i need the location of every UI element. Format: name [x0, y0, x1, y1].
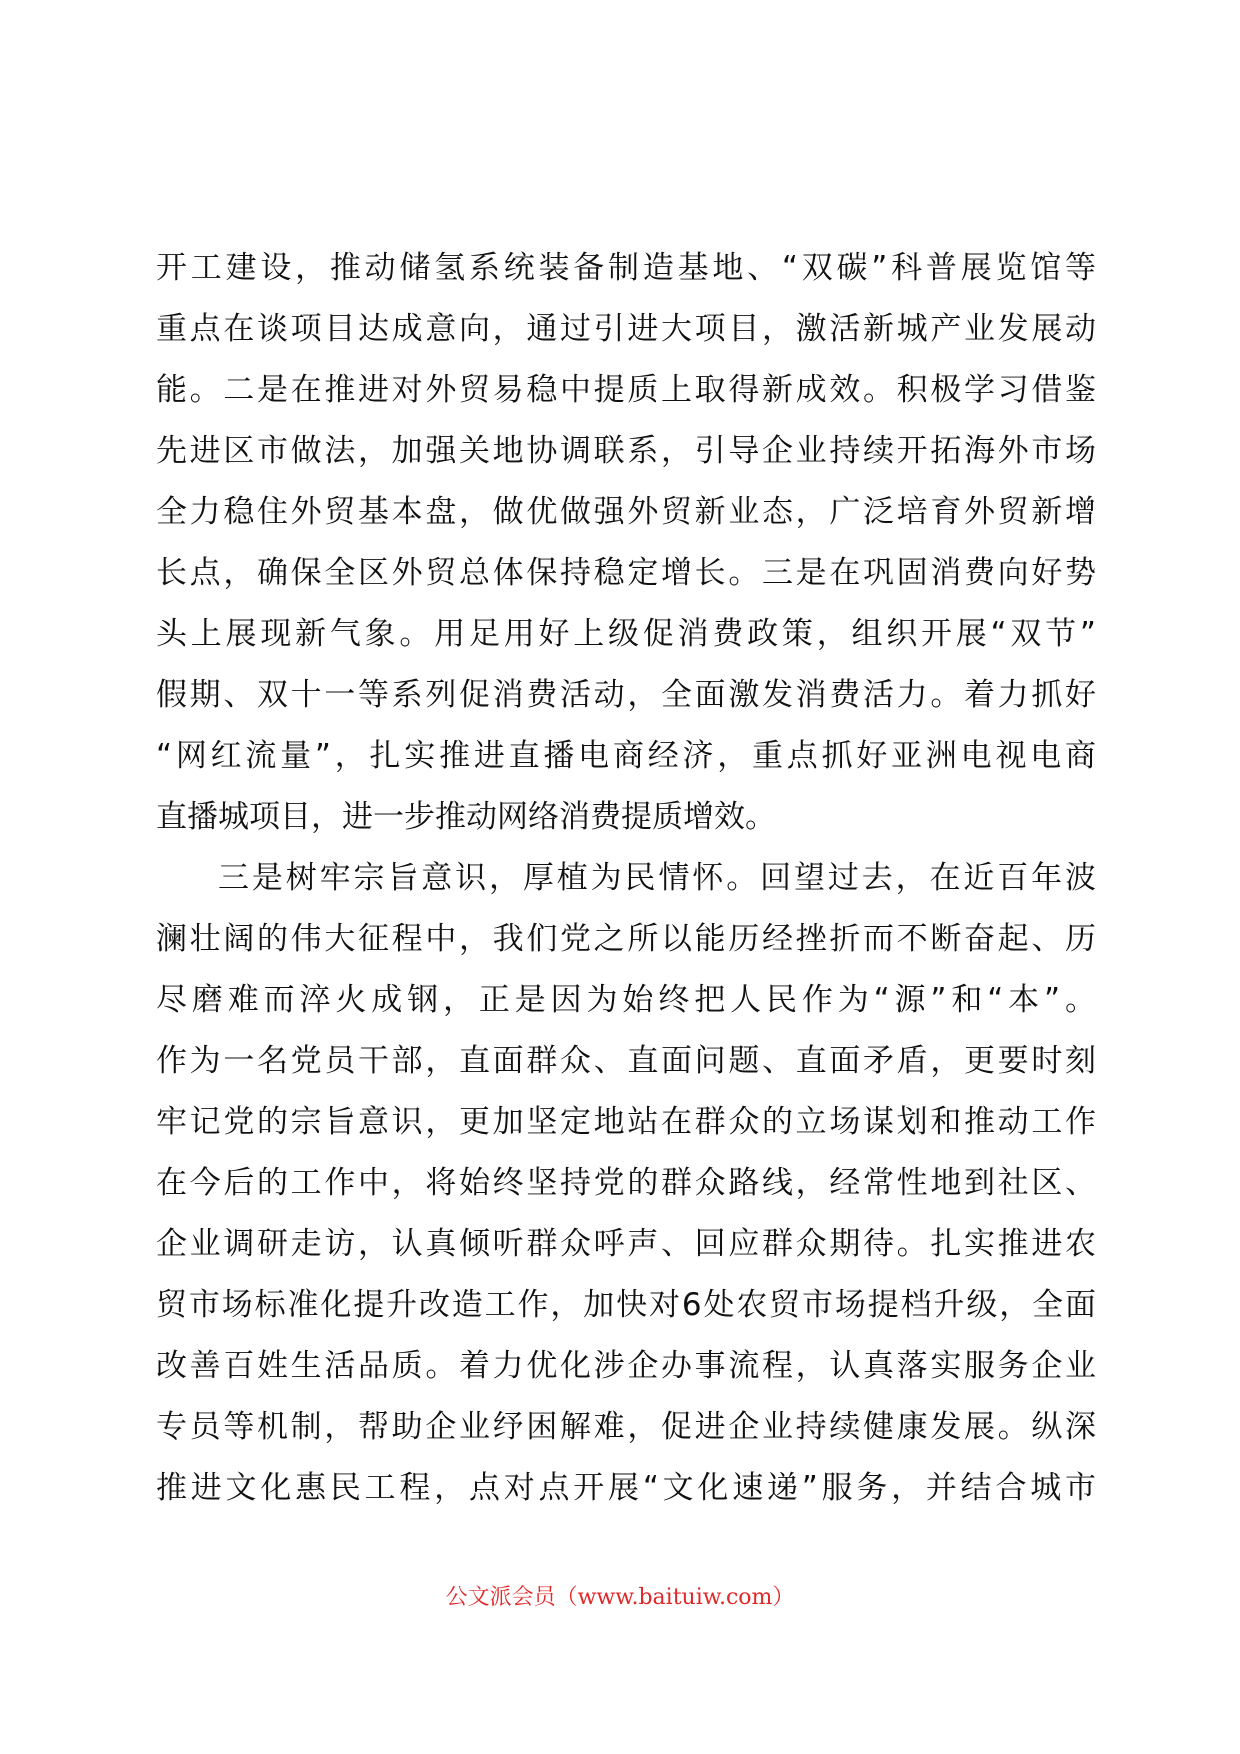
body-text — [156, 238, 1096, 1519]
text-line: 企业调研走访，认真倾听群众呼声、回应群众期待。扎实推进农 — [156, 1226, 1096, 1262]
text-line: 专员等机制，帮助企业纾困解难，促进企业持续健康发展。纵深 — [156, 1409, 1096, 1445]
text-line: 作为一名党员干部，直面群众、直面问题、直面矛盾，更要时刻 — [156, 1043, 1096, 1079]
text-line: 能。二是在推进对外贸易稳中提质上取得新成效。积极学习借鉴 — [156, 372, 1096, 408]
footer-watermark: 公文派会员（www.baituiw.com） — [445, 1585, 795, 1610]
text-line: 澜壮阔的伟大征程中，我们党之所以能历经挫折而不断奋起、历 — [156, 921, 1096, 957]
text-line: 三是树牢宗旨意识，厚植为民情怀。回望过去，在近百年波 — [218, 860, 1096, 896]
text-line: 全力稳住外贸基本盘，做优做强外贸新业态，广泛培育外贸新增 — [156, 494, 1096, 530]
text-line: 重点在谈项目达成意向，通过引进大项目，激活新城产业发展动 — [156, 311, 1096, 347]
text-line: 推进文化惠民工程，点对点开展“文化速递”服务，并结合城市 — [156, 1470, 1096, 1506]
text-line: 尽磨难而淬火成钢，正是因为始终把人民作为“源”和“本”。 — [156, 982, 1096, 1018]
text-line: 假期、双十一等系列促消费活动，全面激发消费活力。着力抓好 — [156, 677, 1096, 713]
text-line: 长点，确保全区外贸总体保持稳定增长。三是在巩固消费向好势 — [156, 555, 1096, 591]
text-line: 贸市场标准化提升改造工作，加快对6处农贸市场提档升级，全面 — [156, 1287, 1096, 1323]
text-line: 牢记党的宗旨意识，更加坚定地站在群众的立场谋划和推动工作 — [156, 1104, 1096, 1140]
text-line: 在今后的工作中，将始终坚持党的群众路线，经常性地到社区、 — [156, 1165, 1096, 1201]
text-line: 先进区市做法，加强关地协调联系，引导企业持续开拓海外市场 — [156, 433, 1096, 469]
text-line: “网红流量”，扎实推进直播电商经济，重点抓好亚洲电视电商 — [156, 738, 1096, 774]
text-line: 头上展现新气象。用足用好上级促消费政策，组织开展“双节” — [156, 616, 1096, 652]
text-line: 改善百姓生活品质。着力优化涉企办事流程，认真落实服务企业 — [156, 1348, 1096, 1384]
text-line: 开工建设，推动储氢系统装备制造基地、“双碳”科普展览馆等 — [156, 250, 1096, 286]
text-line: 直播城项目，进一步推动网络消费提质增效。 — [156, 799, 776, 835]
